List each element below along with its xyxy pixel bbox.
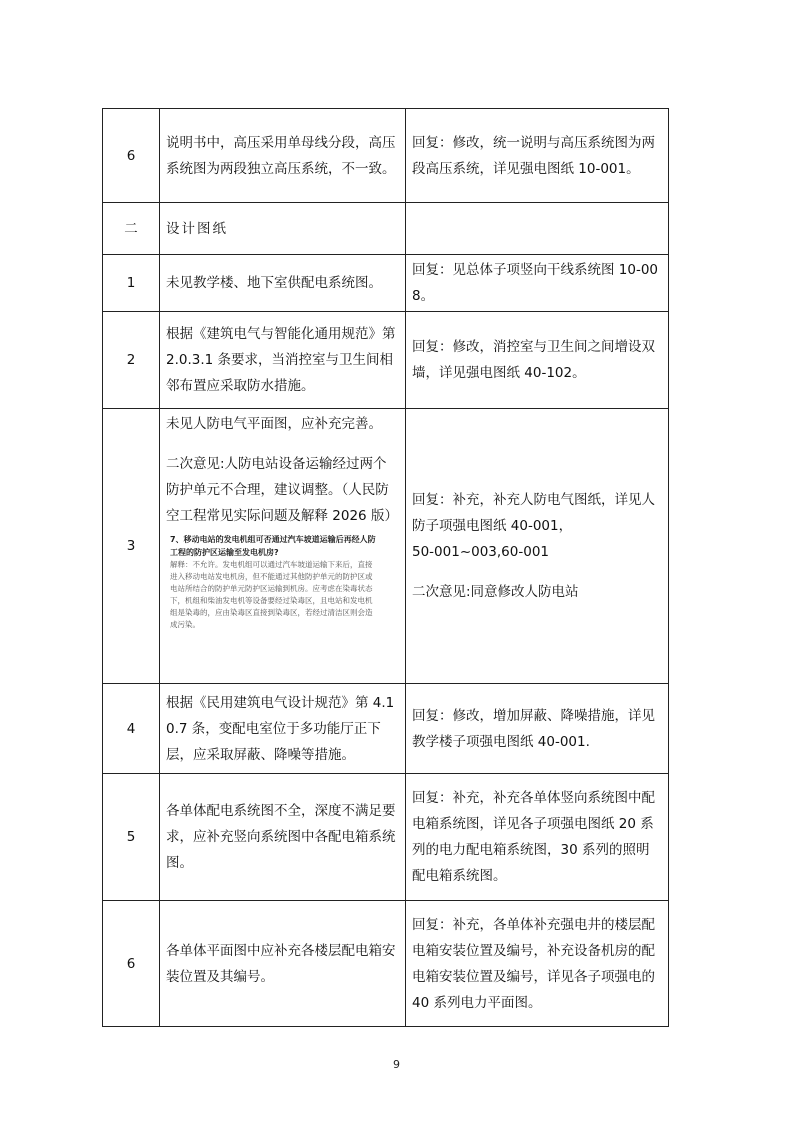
- issue-cell: 各单体平面图中应补充各楼层配电箱安装位置及其编号。: [160, 901, 406, 1027]
- excerpt-question: 7、移动电站的发电机组可否通过汽车坡道运输后再经人防工程的防护区运输至发电机房?: [170, 535, 376, 557]
- item-number: 4: [103, 684, 160, 774]
- table-row: [103, 684, 669, 774]
- reply-cell: 回复：补充，各单体补充强电井的楼层配电箱安装位置及编号，补充设备机房的配电箱安装位置及编号，详见各子项强电的 40 系列电力平面图。: [406, 901, 669, 1027]
- section-title: 设计图纸: [160, 203, 406, 255]
- table-row: [103, 774, 669, 901]
- issue-cell: 根据《建筑电气与智能化通用规范》第 2.0.3.1 条要求，当消控室与卫生间相邻布置应采取防水措施。: [160, 312, 406, 409]
- table-row: [103, 312, 669, 409]
- review-table: [102, 108, 669, 1027]
- item-number: 6: [103, 901, 160, 1027]
- table-row: [103, 109, 669, 203]
- item-number: 1: [103, 255, 160, 312]
- table-row: [103, 901, 669, 1027]
- page-number: 9: [393, 1058, 400, 1071]
- item-number: 5: [103, 774, 160, 901]
- issue-cell: 说明书中，高压采用单母线分段，高压系统图为两段独立高压系统，不一致。: [160, 109, 406, 203]
- issue-line: 未见人防电气平面图，应补充完善。: [166, 416, 382, 432]
- item-number: 2: [103, 312, 160, 409]
- section-number: 二: [103, 203, 160, 255]
- reply-cell: 回复：修改，统一说明与高压系统图为两段高压系统，详见强电图纸 10-001。: [406, 109, 669, 203]
- second-opinion-reply: 二次意见:同意修改人防电站: [412, 584, 579, 600]
- issue-cell: 各单体配电系统图不全，深度不满足要求，应补充竖向系统图中各配电箱系统图。: [160, 774, 406, 901]
- table-row: [103, 409, 669, 684]
- section-row: [103, 203, 669, 255]
- reply-line: 回复：补充，补充人防电气图纸，详见人防子项强电图纸 40-001，: [412, 492, 655, 534]
- issue-cell: 未见教学楼、地下室供配电系统图。: [160, 255, 406, 312]
- reply-cell: 回复：见总体子项竖向干线系统图 10-008。: [406, 255, 669, 312]
- reply-line: 50-001~003,60-001: [412, 544, 550, 560]
- second-opinion: 二次意见:人防电站设备运输经过两个防护单元不合理，建议调整。（人民防空工程常见实际问题及解释 2026 版）: [166, 456, 398, 524]
- scanned-excerpt: [170, 533, 376, 631]
- item-number: 3: [103, 409, 160, 684]
- reply-cell: 回复：修改，增加屏蔽、降噪措施，详见教学楼子项强电图纸 40-001.: [406, 684, 669, 774]
- excerpt-text: 解释：不允许。发电机组可以通过汽车坡道运输下来后，直接进入移动电站发电机房，但不能通过其他防护单元的防护区或电站所结合的防护单元防护区运输到机房。应考虑在染毒状态下，机组和柴油发电机等设备要经过染毒区，且电站和发电机组是染毒的，应由染毒区直接到染毒区，若经过清洁区则会造成污染。: [170, 560, 373, 629]
- item-number: 6: [103, 109, 160, 203]
- empty-cell: [406, 203, 669, 255]
- reply-cell: [406, 409, 669, 684]
- reply-cell: 回复：补充，补充各单体竖向系统图中配电箱系统图，详见各子项强电图纸 20 系列的电力配电箱系统图，30 系列的照明配电箱系统图。: [406, 774, 669, 901]
- table-row: [103, 255, 669, 312]
- issue-cell: [160, 409, 406, 684]
- issue-cell: 根据《民用建筑电气设计规范》第 4.10.7 条，变配电室位于多功能厅正下层，应采取屏蔽、降噪等措施。: [160, 684, 406, 774]
- reply-cell: 回复：修改，消控室与卫生间之间增设双墙，详见强电图纸 40-102。: [406, 312, 669, 409]
